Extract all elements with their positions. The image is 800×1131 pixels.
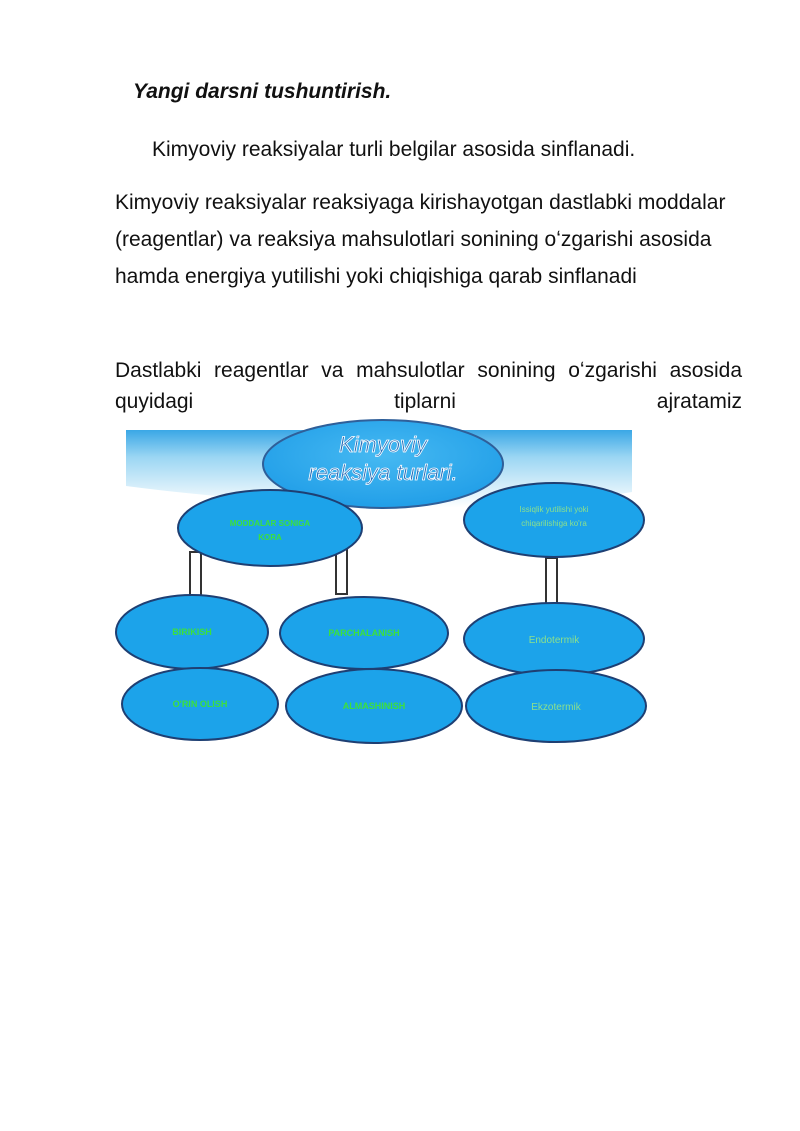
section-heading: Yangi darsni tushuntirish. [133,80,392,103]
connector-left-1 [190,552,201,598]
group-node-by-substance-count [178,490,362,566]
type-node-almashinish [286,669,462,743]
type-node-birikish [116,595,268,669]
type-label: Endotermik [528,635,580,646]
connector-left-2 [336,548,347,594]
type-label: Ekzotermik [531,702,581,713]
type-label: PARCHALANISH [328,628,400,638]
group-node-label-line2: chiqarilishiga ko'ra [521,519,587,528]
diagram-title-line2: reaksiya turlari. [308,460,458,485]
type-node-ekzotermik [466,670,646,742]
type-node-orin-olish [122,668,278,740]
diagram-title-line1: Kimyoviy [338,432,428,457]
type-node-endotermik [464,603,644,675]
types-paragraph: Dastlabki reagentlar va mahsulotlar sonining oʻzgarishi asosida quyidagi tiplarni ajratamiz [115,359,742,413]
group-node-label-line2: KORA [258,533,282,542]
type-label: ALMASHINISH [342,701,406,711]
type-label: BIRIKISH [172,627,212,637]
group-node-label-line1: Issiqlik yutilishi yoki [519,505,589,514]
classification-paragraph: Kimyoviy reaksiyalar reaksiyaga kirishayotgan dastlabki moddalar (reagentlar) va reaksiya mahsulotlari sonining oʻzgarishi asosida hamda energiya yutilishi yoki chiqishiga qarab sinflanadi [115,191,726,288]
type-label: O'RIN OLISH [172,699,228,709]
group-node-label-line1: MODDALAR SONIGA [229,519,311,528]
connector-right [546,558,557,604]
intro-paragraph: Kimyoviy reaksiyalar turli belgilar asosida sinflanadi. [152,138,636,161]
reaction-types-diagram [112,414,652,750]
group-node-by-heat [464,483,644,557]
type-node-parchalanish [280,597,448,669]
